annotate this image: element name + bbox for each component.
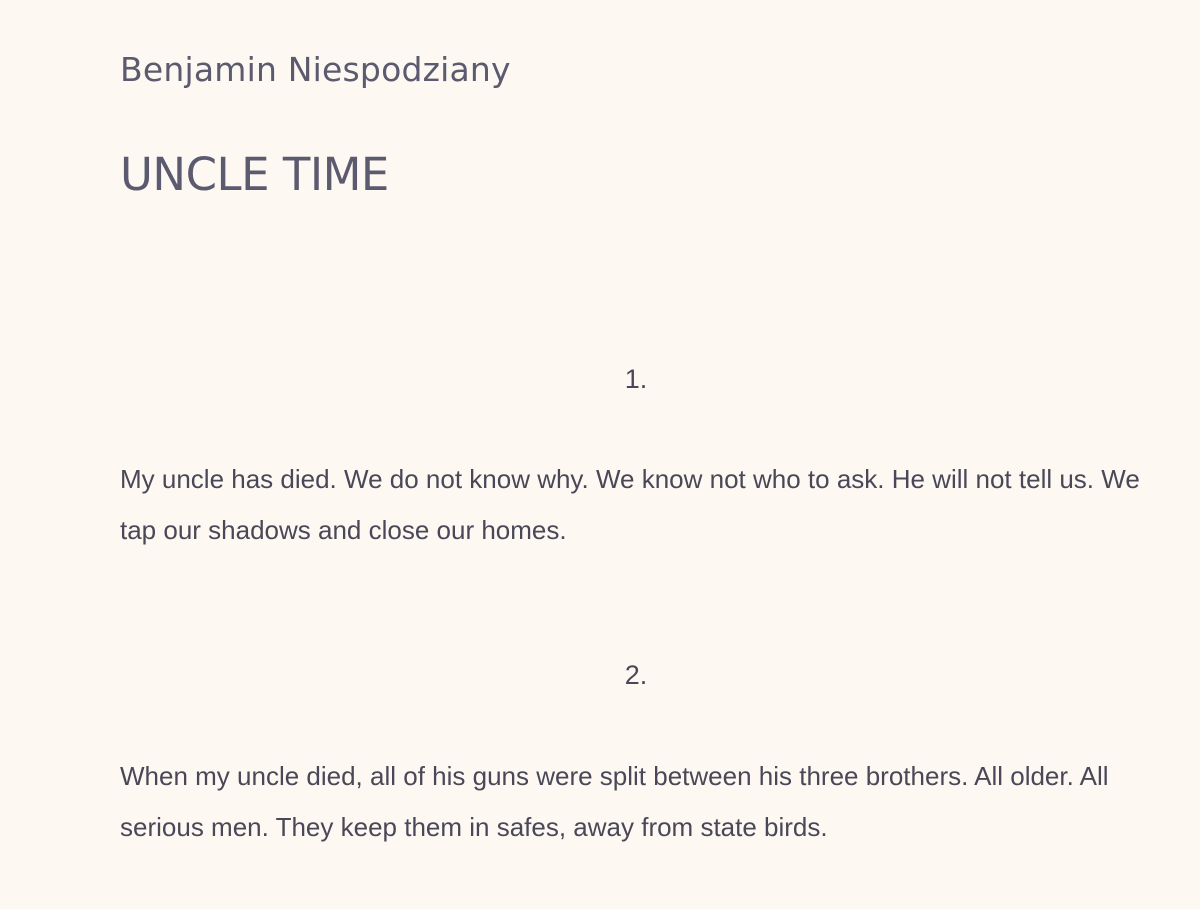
section-paragraph: When my uncle died, all of his guns were split between his three brothers. All older. All serious men. They keep them in safes, away from state birds.	[120, 761, 1109, 842]
section-number: 2.	[624, 660, 648, 690]
poem-title: UNCLE TIME	[120, 148, 389, 201]
section-paragraph: My uncle has died. We do not know why. We know not who to ask. He will not tell us. We tap our shadows and close our homes.	[120, 464, 1140, 545]
section-number: 1.	[624, 364, 648, 394]
author-name: Benjamin Niespodziany	[120, 50, 511, 89]
